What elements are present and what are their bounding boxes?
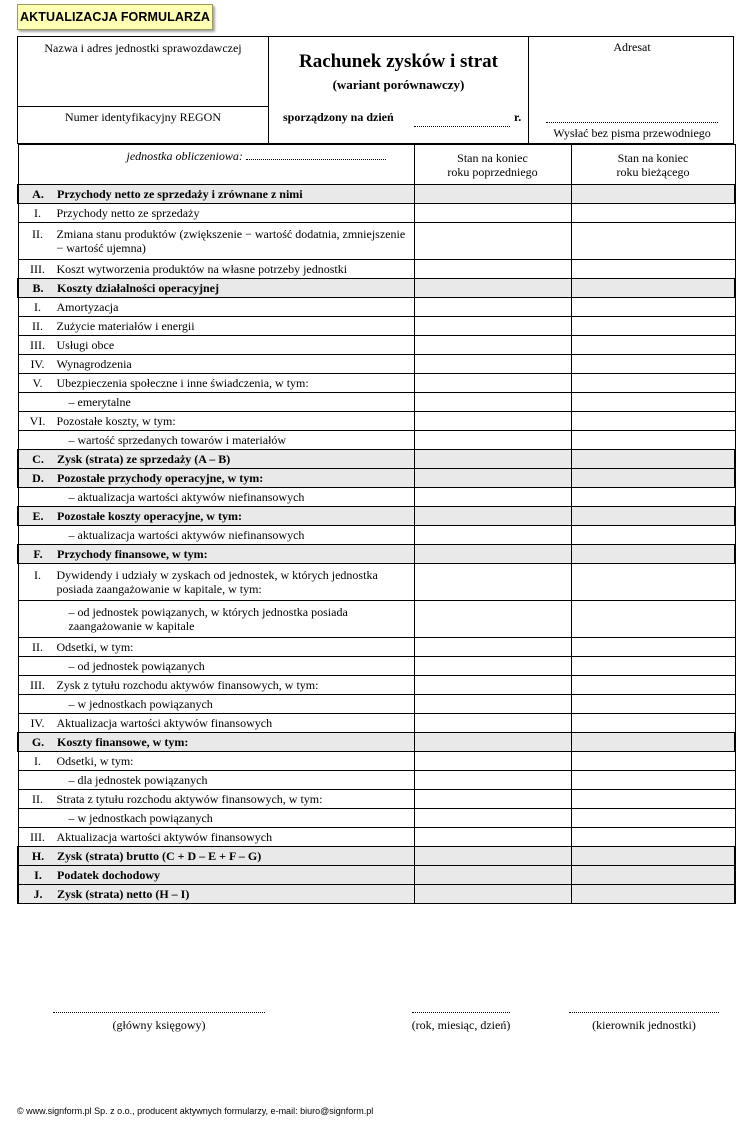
row-label-cell [18,752,414,771]
value-curr-year[interactable] [571,601,735,638]
value-curr-year[interactable] [571,317,735,336]
table-row [18,223,735,260]
value-curr-year[interactable] [571,809,735,828]
row-label: Ubezpieczenia społeczne i inne świadczenia, w tym: [56,376,309,390]
report-title: Rachunek zysków i strat [299,51,498,72]
row-label-cell [18,450,414,469]
row-number: II. [32,640,43,654]
row-number: II. [32,792,43,806]
row-label-cell [18,336,414,355]
unit-cell [18,145,414,185]
row-label: – dla jednostek powiązanych [68,773,208,787]
row-label-cell [18,866,414,885]
value-curr-year[interactable] [571,828,735,847]
value-prev-year[interactable] [414,828,571,847]
row-label-cell [18,393,414,412]
row-label-cell [18,204,414,223]
row-label: Aktualizacja wartości aktywów finansowych [56,716,273,730]
table-row [18,695,735,714]
value-curr-year[interactable] [571,450,735,469]
row-label-cell [18,526,414,545]
value-prev-year[interactable] [414,336,571,355]
row-label: Zysk (strata) brutto (C + D – E + F – G) [57,849,262,863]
table-row [18,771,735,790]
row-label-cell [18,733,414,752]
date-signature-label: (rok, miesiąc, dzień) [411,1018,511,1032]
value-curr-year[interactable] [571,695,735,714]
row-number: V. [32,376,43,390]
value-prev-year[interactable] [414,223,571,260]
value-curr-year[interactable] [571,223,735,260]
row-label-cell [18,355,414,374]
value-curr-year[interactable] [571,412,735,431]
addressee-label: Adresat [613,40,651,54]
value-prev-year[interactable] [414,317,571,336]
value-curr-year[interactable] [571,507,735,526]
value-curr-year[interactable] [571,714,735,733]
row-number: F. [33,547,43,561]
row-label-cell [18,223,414,260]
row-label-cell [18,657,414,676]
value-prev-year[interactable] [414,545,571,564]
value-prev-year[interactable] [414,298,571,317]
row-label: Zmiana stanu produktów (zwiększenie − wartość dodatnia, zmniejszenie − wartość ujemna) [56,227,406,255]
row-label: Pozostałe koszty operacyjne, w tym: [57,509,242,523]
row-number: I. [34,868,42,882]
row-label-cell [18,847,414,866]
row-label-cell [18,695,414,714]
value-prev-year[interactable] [414,695,571,714]
value-curr-year[interactable] [571,204,735,223]
form-header [17,36,734,144]
row-number: I. [34,568,41,582]
row-number: A. [32,187,44,201]
table-row [18,752,735,771]
table-row [18,601,735,638]
row-label: – w jednostkach powiązanych [68,811,213,825]
value-curr-year[interactable] [571,733,735,752]
row-label: Dywidendy i udziały w zyskach od jednostek, w których jednostka posiada zaangażowanie w kapitale, w tym: [56,568,378,596]
update-form-button[interactable]: AKTUALIZACJA FORMULARZA [17,4,213,30]
row-label: Pozostałe przychody operacyjne, w tym: [57,471,264,485]
table-row [18,355,735,374]
value-prev-year[interactable] [414,714,571,733]
section-row [18,545,735,564]
value-curr-year[interactable] [571,847,735,866]
value-prev-year[interactable] [414,866,571,885]
table-row [18,488,735,507]
row-label-cell [18,714,414,733]
row-label: Koszt wytworzenia produktów na własne potrzeby jednostki [56,262,348,276]
entity-name-label: Nazwa i adres jednostki sprawozdawczej [44,41,242,55]
row-label-cell [18,469,414,488]
value-prev-year[interactable] [414,847,571,866]
value-curr-year[interactable] [571,469,735,488]
row-label: – od jednostek powiązanych, w których jednostka posiada zaangażowanie w kapitale [68,605,348,633]
value-curr-year[interactable] [571,545,735,564]
table-row [18,431,735,450]
value-curr-year[interactable] [571,374,735,393]
value-curr-year[interactable] [571,393,735,412]
value-curr-year[interactable] [571,431,735,450]
row-label: Koszty działalności operacyjnej [57,281,219,295]
table-row [18,564,735,601]
value-prev-year[interactable] [414,638,571,657]
row-number: II. [32,227,43,241]
report-date-label: sporządzony na dzień [283,110,394,124]
row-label-cell [18,431,414,450]
row-label: – wartość sprzedanych towarów i materiałów [68,433,287,447]
table-row [18,204,735,223]
row-label-cell [18,374,414,393]
value-prev-year[interactable] [414,526,571,545]
section-row [18,469,735,488]
row-label: Odsetki, w tym: [56,754,134,768]
table-row [18,374,735,393]
manager-signature-line[interactable] [569,1008,719,1013]
row-number: III. [30,338,45,352]
row-label-cell [18,790,414,809]
report-date-suffix: r. [514,110,522,124]
value-prev-year[interactable] [414,469,571,488]
row-label: Koszty finansowe, w tym: [57,735,189,749]
row-label: Usługi obce [56,338,115,352]
row-label-cell [18,885,414,904]
report-date-field[interactable] [414,112,510,127]
section-row [18,733,735,752]
value-prev-year[interactable] [414,393,571,412]
row-label: Przychody netto ze sprzedaży [56,206,200,220]
section-row [18,279,735,298]
row-number: IV. [30,357,45,371]
value-prev-year[interactable] [414,733,571,752]
row-label: Amortyzacja [56,300,119,314]
row-label: Pozostałe koszty, w tym: [56,414,176,428]
section-row [18,450,735,469]
table-row [18,657,735,676]
regon-label: Numer identyfikacyjny REGON [65,110,221,124]
row-label: – aktualizacja wartości aktywów niefinansowych [68,528,305,542]
row-label: Zysk (strata) netto (H – I) [57,887,190,901]
row-label: Zysk z tytułu rozchodu aktywów finansowych, w tym: [56,678,319,692]
value-curr-year[interactable] [571,638,735,657]
value-curr-year[interactable] [571,336,735,355]
table-row [18,336,735,355]
value-prev-year[interactable] [414,185,571,204]
value-prev-year[interactable] [414,676,571,695]
value-curr-year[interactable] [571,355,735,374]
row-number: J. [33,887,43,901]
value-curr-year[interactable] [571,260,735,279]
row-label: – w jednostkach powiązanych [68,697,213,711]
row-number: G. [31,735,45,749]
value-curr-year[interactable] [571,866,735,885]
accountant-signature-label: (główny księgowy) [112,1018,206,1032]
row-label-cell [18,601,414,638]
row-number: C. [32,452,44,466]
value-prev-year[interactable] [414,374,571,393]
row-label: Zysk (strata) ze sprzedaży (A – B) [57,452,231,466]
row-number: H. [31,849,45,863]
row-label: Wynagrodzenia [56,357,132,371]
value-prev-year[interactable] [414,601,571,638]
value-curr-year[interactable] [571,752,735,771]
value-prev-year[interactable] [414,809,571,828]
date-signature-line[interactable] [412,1008,510,1013]
table-row [18,412,735,431]
row-label-cell [18,771,414,790]
value-prev-year[interactable] [414,752,571,771]
row-number: VI. [29,414,46,428]
row-label: Podatek dochodowy [57,868,161,882]
row-label-cell [18,564,414,601]
row-number: D. [32,471,44,485]
table-row [18,676,735,695]
row-number: IV. [30,716,45,730]
section-row [18,185,735,204]
row-label: Odsetki, w tym: [56,640,134,654]
value-prev-year[interactable] [414,885,571,904]
value-curr-year[interactable] [571,298,735,317]
row-label-cell [18,676,414,695]
income-statement-table [17,144,736,904]
value-curr-year[interactable] [571,526,735,545]
row-label: Strata z tytułu rozchodu aktywów finansowych, w tym: [56,792,323,806]
value-prev-year[interactable] [414,450,571,469]
table-row [18,790,735,809]
row-label-cell [18,488,414,507]
row-number: I. [34,206,41,220]
row-label-cell [18,638,414,657]
value-prev-year[interactable] [414,431,571,450]
row-label-cell [18,279,414,298]
row-number: III. [30,262,45,276]
addressee-field[interactable] [546,110,718,123]
col-curr-year: Stan na koniec roku bieżącego [571,145,735,185]
table-header-row [18,145,735,185]
table-row [18,260,735,279]
row-label-cell [18,298,414,317]
row-number: I. [34,300,41,314]
row-label: Przychody finansowe, w tym: [57,547,208,561]
value-curr-year[interactable] [571,885,735,904]
row-label-cell [18,545,414,564]
accountant-signature-line[interactable] [53,1008,265,1013]
value-prev-year[interactable] [414,355,571,374]
value-prev-year[interactable] [414,279,571,298]
value-curr-year[interactable] [571,564,735,601]
row-number: III. [30,678,45,692]
section-row [18,847,735,866]
table-row [18,317,735,336]
row-number: E. [32,509,44,523]
value-prev-year[interactable] [414,412,571,431]
value-curr-year[interactable] [571,488,735,507]
value-prev-year[interactable] [414,507,571,526]
row-label-cell [18,317,414,336]
unit-label: jednostka obliczeniowa: [126,149,243,163]
value-curr-year[interactable] [571,657,735,676]
col-prev-year: Stan na koniec roku poprzedniego [414,145,571,185]
row-number: III. [30,830,45,844]
row-label: – od jednostek powiązanych [68,659,205,673]
footer-copyright: © www.signform.pl Sp. z o.o., producent aktywnych formularzy, e-mail: biuro@signform.pl [17,1106,374,1116]
unit-field[interactable] [246,149,386,160]
report-subtitle: (wariant porównawczy) [332,77,465,92]
row-number: II. [32,319,43,333]
table-row [18,526,735,545]
section-row [18,885,735,904]
value-curr-year[interactable] [571,771,735,790]
row-number: B. [32,281,44,295]
value-prev-year[interactable] [414,488,571,507]
table-row [18,714,735,733]
row-label: Przychody netto ze sprzedaży i zrównane z nimi [57,187,303,201]
value-prev-year[interactable] [414,657,571,676]
section-row [18,507,735,526]
value-prev-year[interactable] [414,204,571,223]
row-label-cell [18,185,414,204]
row-label: – emerytalne [68,395,131,409]
row-number: I. [34,754,41,768]
value-prev-year[interactable] [414,260,571,279]
row-label-cell [18,412,414,431]
value-curr-year[interactable] [571,790,735,809]
value-prev-year[interactable] [414,771,571,790]
row-label: Zużycie materiałów i energii [56,319,195,333]
row-label: Aktualizacja wartości aktywów finansowych [56,830,273,844]
manager-signature-label: (kierownik jednostki) [592,1018,696,1032]
row-label-cell [18,260,414,279]
table-row [18,809,735,828]
table-row [18,298,735,317]
row-label-cell [18,809,414,828]
section-row [18,866,735,885]
value-curr-year[interactable] [571,676,735,695]
table-row [18,393,735,412]
value-prev-year[interactable] [414,790,571,809]
value-curr-year[interactable] [571,185,735,204]
value-curr-year[interactable] [571,279,735,298]
row-label-cell [18,828,414,847]
table-row [18,638,735,657]
row-label: – aktualizacja wartości aktywów niefinansowych [68,490,305,504]
table-row [18,828,735,847]
send-without-letter-note: Wysłać bez pisma przewodniego [553,126,711,140]
value-prev-year[interactable] [414,564,571,601]
row-label-cell [18,507,414,526]
